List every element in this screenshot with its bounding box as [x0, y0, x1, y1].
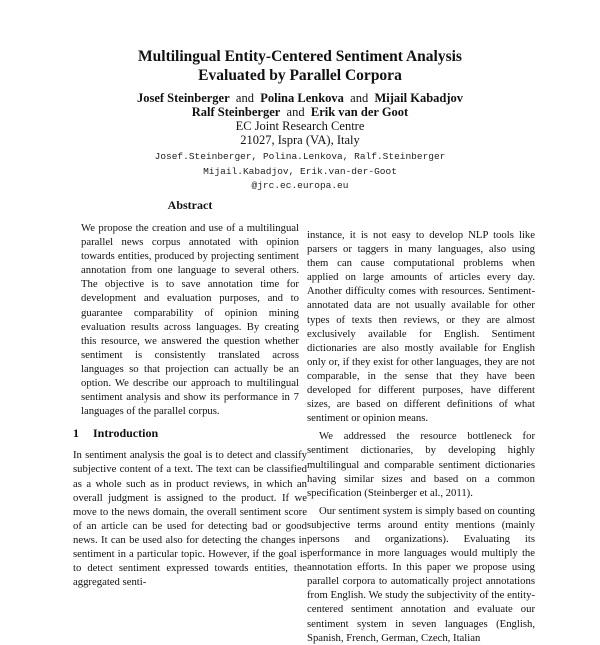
right-paragraph-3: Our sentiment system is simply based on counting subjective terms around entity mentions (mainly persons and organizations). Evaluating its performance in more languages would multiply the annotation efforts. In this paper we propose using parallel corpora to automatically project annotations from English. We study the subjectivity of the entity-centered sentiment annotation and evaluate our sentiment system in seven languages (English, Spanish, French, German, Czech, Italian	[307, 504, 535, 644]
author-separator: and	[286, 105, 305, 119]
email-line-1: Josef.Steinberger, Polina.Lenkova, Ralf.Steinberger	[154, 151, 446, 162]
email-domain: @jrc.ec.europa.eu	[251, 180, 349, 191]
introduction-paragraph: In sentiment analysis the goal is to detect and classify subjective content of a text. The text can be classified as a whole such as in product reviews, in which an overall judgment is assigned to the product. If we move to the news domain, the overall sentiment score of an article can be used for detecting bad or good news. It can be used also for detecting the changes in sentiment in a particular topic. However, if the goal is to detect sentiment expressed towards entities, the aggregated senti-	[73, 449, 307, 589]
left-column	[73, 198, 307, 589]
right-paragraph-1: instance, it is not easy to develop NLP tools like parsers or taggers in many languages, also using them can cause computational problems when applied on large amounts of articles every day. Another difficulty comes with resources. Sentiment-annotated data are not usually available for other types of texts then reviews, or they are almost exclusively available for English. Sentiment dictionaries are also mostly available for English only or, if they exist for other languages, they are not comparable, in the sense that they have been developed for different purposes, have different sizes, are based on different definitions of what sentiment or opinion means.	[307, 229, 535, 425]
author-name: Erik van der Goot	[310, 105, 409, 119]
author-name: Ralf Steinberger	[191, 105, 281, 119]
abstract-text: We propose the creation and use of a multilingual parallel news corpus annotated with opinion towards entities, produced by projecting sentiment annotation from one language to several others. The objective is to save annotation time for development and evaluation purposes, and to guarantee comparability of opinion mining evaluation results across languages. By creating this resource, we answered the question whether sentiment is consistently translated across languages so that projection can actually be an option. We describe our approach to multilingual sentiment analysis and show its performance in 7 languages of the parallel corpus.	[81, 222, 299, 418]
right-paragraph-2: We addressed the resource bottleneck for sentiment dictionaries, by developing highly multilingual and comparable sentiment dictionaries having similar sizes and based on a common specification (Steinberger et al., 2011).	[307, 430, 535, 499]
author-separator: and	[350, 91, 369, 105]
author-separator: and	[235, 91, 254, 105]
section-title: Introduction	[93, 426, 159, 441]
section-number: 1	[73, 426, 79, 441]
affiliation-address: 21027, Ispra (VA), Italy	[240, 133, 360, 147]
author-name: Polina Lenkova	[260, 91, 344, 105]
email-line-2: Mijail.Kabadjov, Erik.van-der-Goot	[203, 166, 397, 177]
author-name: Mijail Kabadjov	[374, 91, 464, 105]
paper-title-line-2: Evaluated by Parallel Corpora	[198, 67, 402, 84]
right-column	[307, 228, 535, 645]
paper-title-line-1: Multilingual Entity-Centered Sentiment Analysis	[138, 48, 462, 65]
abstract-heading: Abstract	[167, 198, 213, 212]
affiliation-org: EC Joint Research Centre	[235, 119, 365, 133]
section-heading-introduction	[73, 426, 307, 441]
author-name: Josef Steinberger	[136, 91, 230, 105]
